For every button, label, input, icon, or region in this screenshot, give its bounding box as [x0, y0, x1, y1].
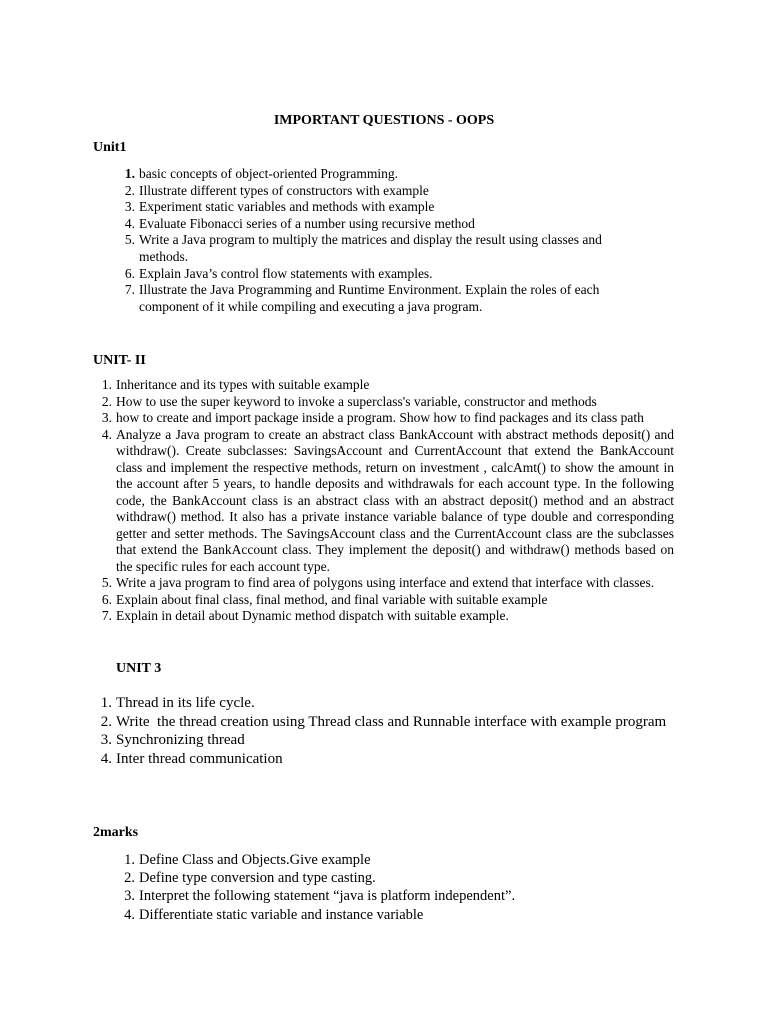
list-item [100, 750, 674, 769]
list-item [124, 887, 674, 905]
section-heading-2marks: 2marks [93, 825, 139, 840]
item-text: Write a java program to find area of polygons using interface and extend that interface with classes. [116, 575, 655, 590]
item-text: Thread in its life cycle. [116, 695, 255, 711]
item-text: How to use the super keyword to invoke a superclass's variable, constructor and methods [116, 393, 597, 409]
item-text: Explain Java’s control flow statements with examples. [139, 265, 433, 281]
list-item [124, 166, 639, 183]
list-item [124, 851, 674, 869]
list-item [124, 232, 639, 265]
item-text: Define Class and Objects.Give example [139, 852, 371, 868]
item-number: 4. [100, 750, 112, 767]
item-text: Illustrate the Java Programming and Runtime Environment. Explain the roles of each component of it while compiling and executing a java program. [139, 282, 600, 314]
item-number: 4. [124, 215, 135, 231]
item-text: Write a Java program to multiply the matrices and display the result using classes and methods. [139, 232, 602, 264]
item-text: how to create and import package inside a program. Show how to find packages and its class path [116, 410, 644, 425]
list-item [100, 731, 674, 750]
item-text: Explain about final class, final method, and final variable with suitable example [116, 591, 548, 607]
item-text: Analyze a Java program to create an abstract class BankAccount with abstract methods deposit() and withdraw(). Create subclasses: SavingsAccount and CurrentAccount that extend the BankAccount class and implement the respective methods, return on investment , calcAmt() to show the amount in the account after 5 years, to handle deposits and withdrawals for each account type. In the following code, the BankAccount class is an abstract class with an abstract deposit() method and an abstract withdraw() method. It also has a private instance variable balance of type double and corresponding getter and setter methods. The SavingsAccount class and the CurrentAccount class are the subclasses that extend the BankAccount class. They implement the deposit() and withdraw() methods based on the specific rules for each account type. [116, 426, 674, 574]
list-item [124, 906, 674, 924]
item-number: 1. [101, 377, 112, 392]
item-number: 4. [124, 906, 135, 923]
list-item [101, 410, 674, 427]
list-item [101, 393, 674, 411]
section-heading-unit3: UNIT 3 [116, 661, 162, 676]
two-marks-question-list [124, 851, 674, 924]
list-item [101, 591, 674, 609]
item-text: Define type conversion and type casting. [139, 870, 376, 887]
item-number: 2. [124, 182, 135, 198]
list-item [100, 694, 674, 713]
list-item [101, 426, 674, 576]
list-item [124, 182, 639, 200]
item-number: 5. [124, 232, 135, 248]
list-item [101, 575, 674, 592]
item-number: 7. [101, 608, 112, 623]
section-heading-unit2: UNIT- II [93, 353, 146, 368]
list-item [101, 608, 674, 625]
item-text: Differentiate static variable and instance variable [139, 906, 424, 923]
item-number: 2. [101, 393, 112, 409]
list-item [101, 377, 674, 394]
item-number: 3. [124, 199, 135, 215]
unit3-question-list [100, 694, 674, 768]
list-item [124, 215, 639, 233]
item-text: Inheritance and its types with suitable example [116, 377, 370, 392]
list-item [124, 265, 639, 283]
item-number: 7. [124, 282, 135, 298]
list-item [124, 869, 674, 887]
item-number: 1. [124, 166, 135, 181]
item-text: Inter thread communication [116, 750, 283, 767]
item-number: 6. [101, 591, 112, 607]
item-text: Write the thread creation using Thread class and Runnable interface with example program [116, 713, 667, 730]
page-title: IMPORTANT QUESTIONS - OOPS [273, 113, 495, 128]
item-text: Experiment static variables and methods with example [139, 199, 435, 215]
item-number: 6. [124, 265, 135, 281]
list-item [100, 713, 674, 732]
item-text: basic concepts of object-oriented Programming. [139, 166, 399, 181]
item-number: 2. [124, 870, 135, 887]
item-number: 3. [100, 732, 112, 748]
item-text: Illustrate different types of constructors with example [139, 182, 429, 198]
unit2-question-list [101, 377, 674, 625]
item-number: 3. [101, 410, 112, 425]
item-text: Interpret the following statement “java is platform independent”. [139, 888, 516, 905]
section-heading-unit1: Unit1 [93, 140, 127, 155]
list-item [124, 282, 639, 315]
item-number: 2. [100, 713, 112, 730]
item-number: 3. [124, 888, 135, 905]
item-number: 5. [101, 575, 112, 590]
item-number: 4. [101, 426, 112, 442]
unit1-question-list [124, 166, 639, 315]
item-text: Synchronizing thread [116, 732, 245, 748]
item-number: 1. [124, 852, 135, 868]
item-text: Explain in detail about Dynamic method dispatch with suitable example. [116, 608, 509, 623]
item-number: 1. [100, 695, 112, 711]
list-item [124, 199, 639, 216]
item-text: Evaluate Fibonacci series of a number using recursive method [139, 215, 475, 231]
